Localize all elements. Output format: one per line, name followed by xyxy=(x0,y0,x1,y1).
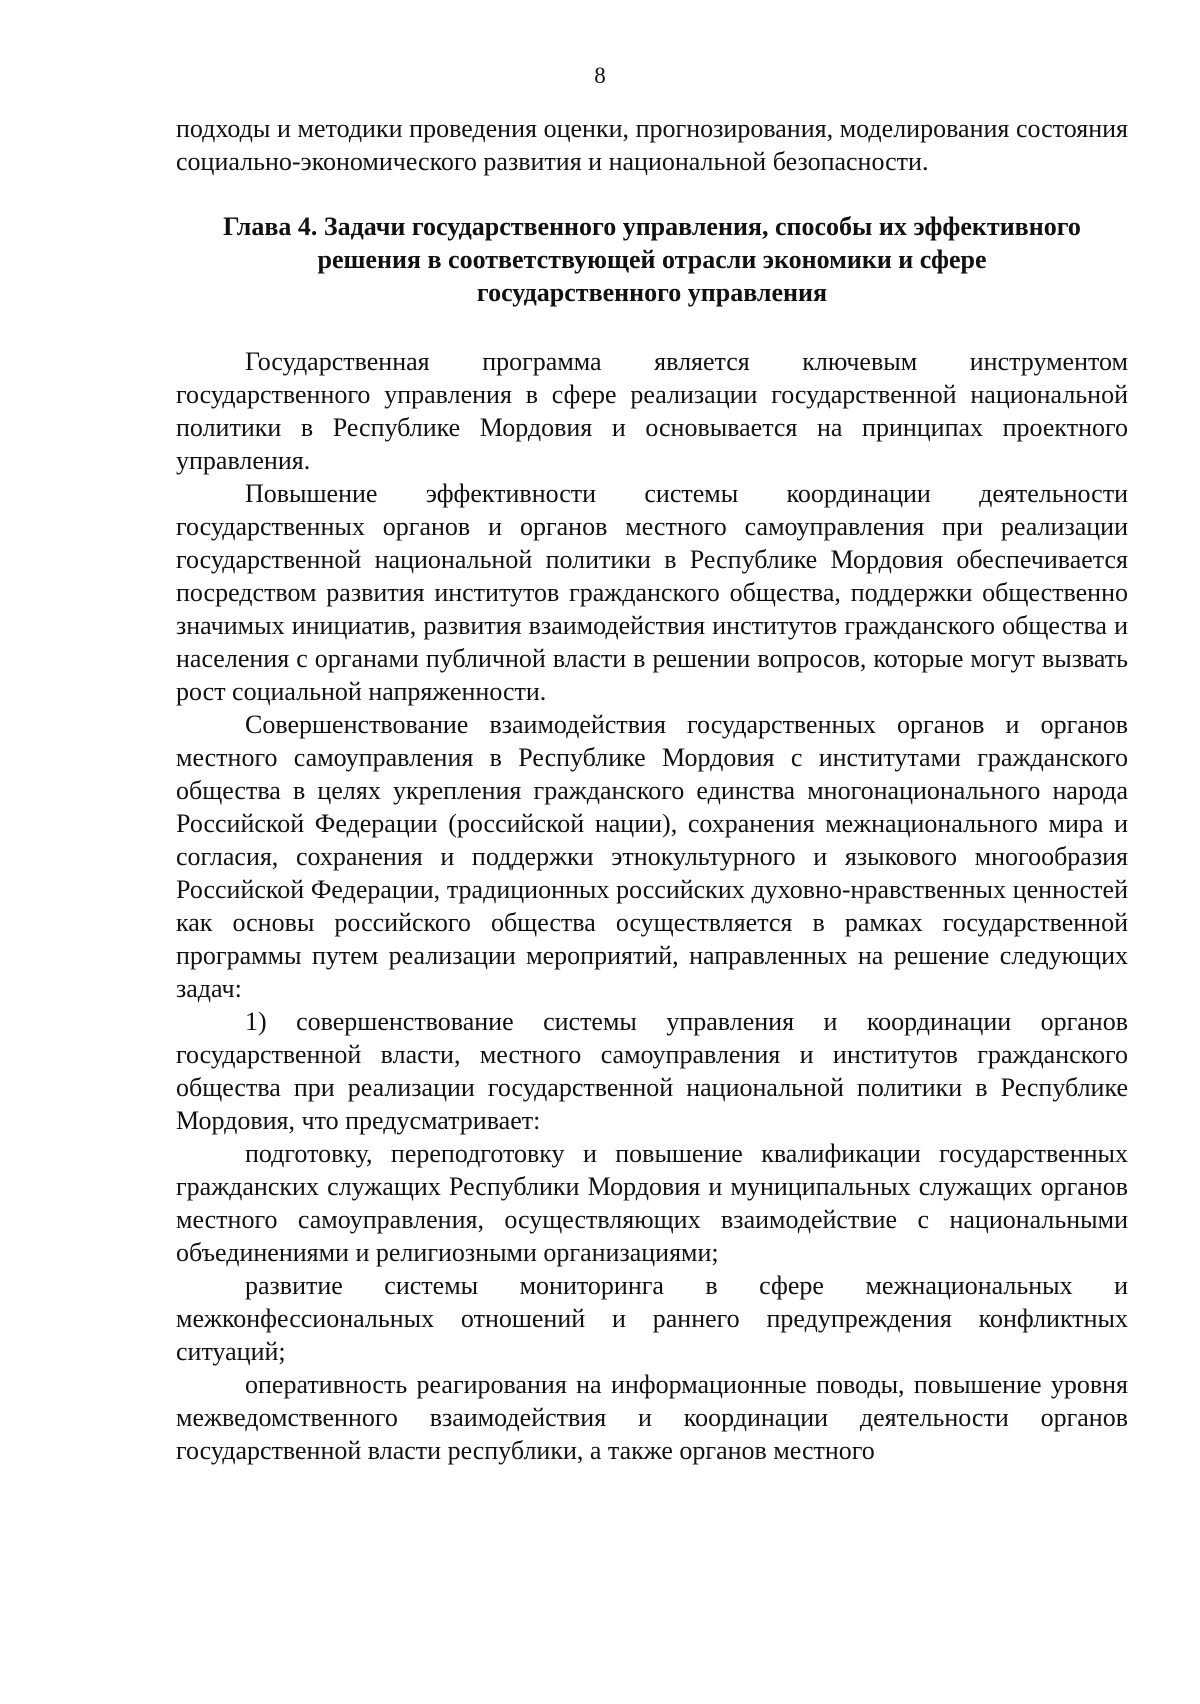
paragraph-interaction-improvement: Совершенствование взаимодействия государственных органов и органов местного самоуправления в Республике Мордовия с институтами гражданского общества в целях укрепления гражданского единства многонационального народа Российской Федерации (российской нации), сохранения межнационального мира и согласия, сохранения и поддержки этнокультурного и языкового многообразия Российской Федерации, традиционных российских духовно-нравственных ценностей как основы российского общества осуществляется в рамках государственной программы путем реализации мероприятий, направленных на решение следующих задач: xyxy=(176,710,1128,1003)
document-body xyxy=(176,112,1128,1467)
paragraph-program-role: Государственная программа является ключевым инструментом государственного управления в сфере реализации государственной национальной политики в Республике Мордовия и основывается на принципах проектного управления. xyxy=(176,347,1128,475)
chapter-heading-line-3: государственного управления xyxy=(476,278,828,307)
list-item-monitoring: развитие системы мониторинга в сфере межнациональных и межконфессиональных отношений и раннего предупреждения конфликтных ситуаций; xyxy=(176,1271,1128,1366)
list-item-responsiveness: оперативность реагирования на информационные поводы, повышение уровня межведомственного взаимодействия и координации деятельности органов государственной власти республики, а также органов местного xyxy=(176,1370,1128,1465)
list-item-task-1: 1) совершенствование системы управления и координации органов государственной власти, местного самоуправления и институтов гражданского общества при реализации государственной национальной политики в Республике Мордовия, что предусматривает: xyxy=(176,1007,1128,1135)
intro-paragraph: подходы и методики проведения оценки, прогнозирования, моделирования состояния социально-экономического развития и национальной безопасности. xyxy=(176,114,1128,176)
list-item-training: подготовку, переподготовку и повышение квалификации государственных гражданских служащих Республики Мордовия и муниципальных служащих органов местного самоуправления, осуществляющих взаимодействие с национальными объединениями и религиозными организациями; xyxy=(176,1139,1128,1267)
chapter-heading-line-1: Глава 4. Задачи государственного управления, способы их эффективного xyxy=(223,212,1081,241)
paragraph-coordination-efficiency: Повышение эффективности системы координации деятельности государственных органов и органов местного самоуправления при реализации государственной национальной политики в Республике Мордовия обеспечивается посредством развития институтов гражданского общества, поддержки общественно значимых инициатив, развития взаимодействия институтов гражданского общества и населения с органами публичной власти в решении вопросов, которые могут вызвать рост социальной напряженности. xyxy=(176,479,1128,706)
chapter-heading xyxy=(176,210,1128,309)
page-number: 8 xyxy=(594,63,606,88)
chapter-heading-line-2: решения в соответствующей отрасли экономики и сфере xyxy=(317,245,987,274)
